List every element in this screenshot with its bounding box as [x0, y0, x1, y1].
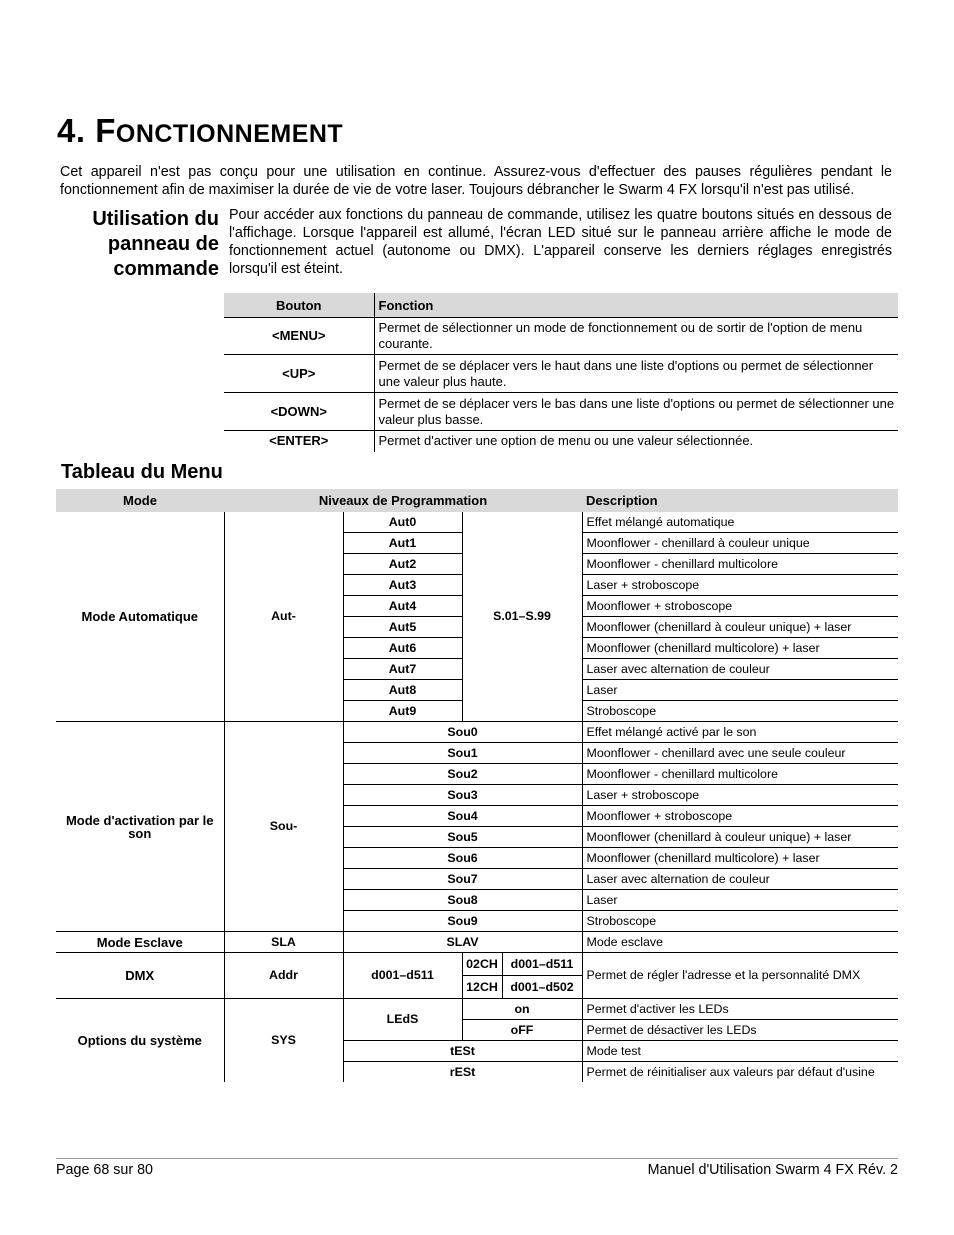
level-sou9: Sou9 [343, 911, 582, 932]
mode-automatic: Mode Automatique [56, 512, 224, 722]
level-sou2: Sou2 [343, 764, 582, 785]
desc-aut1: Moonflower - chenillard à couleur unique [582, 533, 898, 554]
desc-aut4: Moonflower + stroboscope [582, 596, 898, 617]
code-addr: Addr [224, 953, 343, 999]
menu-table [56, 489, 898, 1082]
level-aut4: Aut4 [343, 596, 462, 617]
desc-slave: Mode esclave [582, 932, 898, 953]
level-on: on [462, 999, 582, 1020]
code-sou: Sou- [224, 722, 343, 932]
button-enter: <ENTER> [224, 431, 374, 452]
desc-aut0: Effet mélangé automatique [582, 512, 898, 533]
level-sou8: Sou8 [343, 890, 582, 911]
desc-aut8: Laser [582, 680, 898, 701]
level-aut9: Aut9 [343, 701, 462, 722]
button-menu-function: Permet de sélectionner un mode de fonctionnement ou de sortir de l'option de menu courante. [374, 318, 898, 355]
button-enter-function: Permet d'activer une option de menu ou une valeur sélectionnée. [378, 433, 754, 449]
desc-reset: Permet de réinitialiser aux valeurs par défaut d'usine [586, 1064, 875, 1079]
level-sou1: Sou1 [343, 743, 582, 764]
section-heading: 4. FONCTIONNEMENT [57, 112, 344, 149]
mode-slave: Mode Esclave [56, 932, 224, 953]
level-slav: SLAV [343, 932, 582, 953]
level-aut0: Aut0 [343, 512, 462, 533]
desc-aut2: Moonflower - chenillard multicolore [582, 554, 898, 575]
mode-system: Options du système [56, 999, 224, 1083]
desc-sou0: Effet mélangé activé par le son [582, 722, 898, 743]
header-bouton: Bouton [224, 293, 374, 318]
level-sou3: Sou3 [343, 785, 582, 806]
dmx-ch-12: 12CH [462, 976, 502, 999]
document-title: Manuel d'Utilisation Swarm 4 FX Rév. 2 [647, 1162, 898, 1178]
auto-mode-group [56, 512, 898, 722]
desc-aut5: Moonflower (chenillard à couleur unique) + laser [582, 617, 898, 638]
level-reset: rESt [343, 1062, 582, 1083]
dmx-ch-02-range: d001–d511 [502, 953, 582, 976]
button-menu: <MENU> [224, 318, 374, 355]
page-number: Page 68 sur 80 [56, 1162, 153, 1178]
desc-sou3: Laser + stroboscope [582, 785, 898, 806]
desc-sou7: Laser avec alternation de couleur [582, 869, 898, 890]
desc-sou2: Moonflower - chenillard multicolore [582, 764, 898, 785]
panel-paragraph: Pour accéder aux fonctions du panneau de commande, utilisez les quatre boutons situés en dessous de l'affichage. Lorsque l'appareil est allumé, l'écran LED situé sur le panneau arrière affiche le mode de fonctionnement actuel (autonome ou DMX). L'appareil conserve les derniers réglages enregistrés lorsqu'il est éteint. [229, 207, 892, 277]
desc-sou8: Laser [582, 890, 898, 911]
mode-sound: Mode d'activation par le son [56, 722, 224, 932]
desc-off: Permet de désactiver les LEDs [582, 1020, 898, 1041]
level-sou4: Sou4 [343, 806, 582, 827]
level-sou5: Sou5 [343, 827, 582, 848]
mode-dmx: DMX [56, 953, 224, 999]
speed-range: S.01–S.99 [462, 512, 582, 722]
desc-sou1: Moonflower - chenillard avec une seule couleur [582, 743, 898, 764]
dmx-ch-02: 02CH [462, 953, 502, 976]
desc-aut9: Stroboscope [582, 701, 898, 722]
level-aut2: Aut2 [343, 554, 462, 575]
button-down-function: Permet de se déplacer vers le bas dans une liste d'options ou permet de sélectionner une valeur plus basse. [374, 393, 898, 431]
header-description: Description [582, 489, 898, 512]
code-sys: SYS [224, 999, 343, 1083]
intro-paragraph: Cet appareil n'est pas conçu pour une utilisation en continue. Assurez-vous d'effectuer des pauses régulières pendant le fonctionnement afin de maximiser la durée de vie de votre laser. Toujours débrancher le Swarm 4 FX lorsqu'il n'est pas utilisé. [60, 164, 892, 198]
desc-sou5: Moonflower (chenillard à couleur unique) + laser [582, 827, 898, 848]
header-levels: Niveaux de Programmation [224, 489, 582, 512]
desc-on: Permet d'activer les LEDs [582, 999, 898, 1020]
level-sou7: Sou7 [343, 869, 582, 890]
desc-sou4: Moonflower + stroboscope [582, 806, 898, 827]
level-aut6: Aut6 [343, 638, 462, 659]
desc-test: Mode test [582, 1041, 898, 1062]
code-aut: Aut- [224, 512, 343, 722]
table-row [56, 512, 898, 533]
button-up-function: Permet de se déplacer vers le haut dans une liste d'options ou permet de sélectionner une valeur plus haute. [374, 355, 898, 393]
panel-section-title: Utilisation du panneau de commande [92, 208, 219, 280]
desc-sou9: Stroboscope [582, 911, 898, 932]
level-aut8: Aut8 [343, 680, 462, 701]
level-sou0: Sou0 [343, 722, 582, 743]
button-down: <DOWN> [224, 393, 374, 431]
code-sla: SLA [224, 932, 343, 953]
footer-divider [56, 1158, 898, 1159]
desc-aut6: Moonflower (chenillard multicolore) + laser [582, 638, 898, 659]
table-row [56, 722, 898, 743]
header-fonction: Fonction [374, 293, 898, 318]
button-up: <UP> [224, 355, 374, 393]
level-aut5: Aut5 [343, 617, 462, 638]
level-off: oFF [462, 1020, 582, 1041]
header-mode: Mode [56, 489, 224, 512]
desc-aut3: Laser + stroboscope [582, 575, 898, 596]
button-table [224, 293, 898, 452]
dmx-ch-12-range: d001–d502 [502, 976, 582, 999]
level-aut7: Aut7 [343, 659, 462, 680]
sound-mode-group [56, 722, 898, 932]
desc-sou6: Moonflower (chenillard multicolore) + laser [582, 848, 898, 869]
level-leds: LEdS [343, 999, 462, 1041]
desc-dmx: Permet de régler l'adresse et la personnalité DMX [582, 953, 898, 999]
level-aut3: Aut3 [343, 575, 462, 596]
desc-aut7: Laser avec alternation de couleur [582, 659, 898, 680]
level-sou6: Sou6 [343, 848, 582, 869]
level-test: tESt [343, 1041, 582, 1062]
menu-table-title: Tableau du Menu [61, 461, 223, 483]
dmx-address-range: d001–d511 [343, 953, 462, 999]
level-aut1: Aut1 [343, 533, 462, 554]
